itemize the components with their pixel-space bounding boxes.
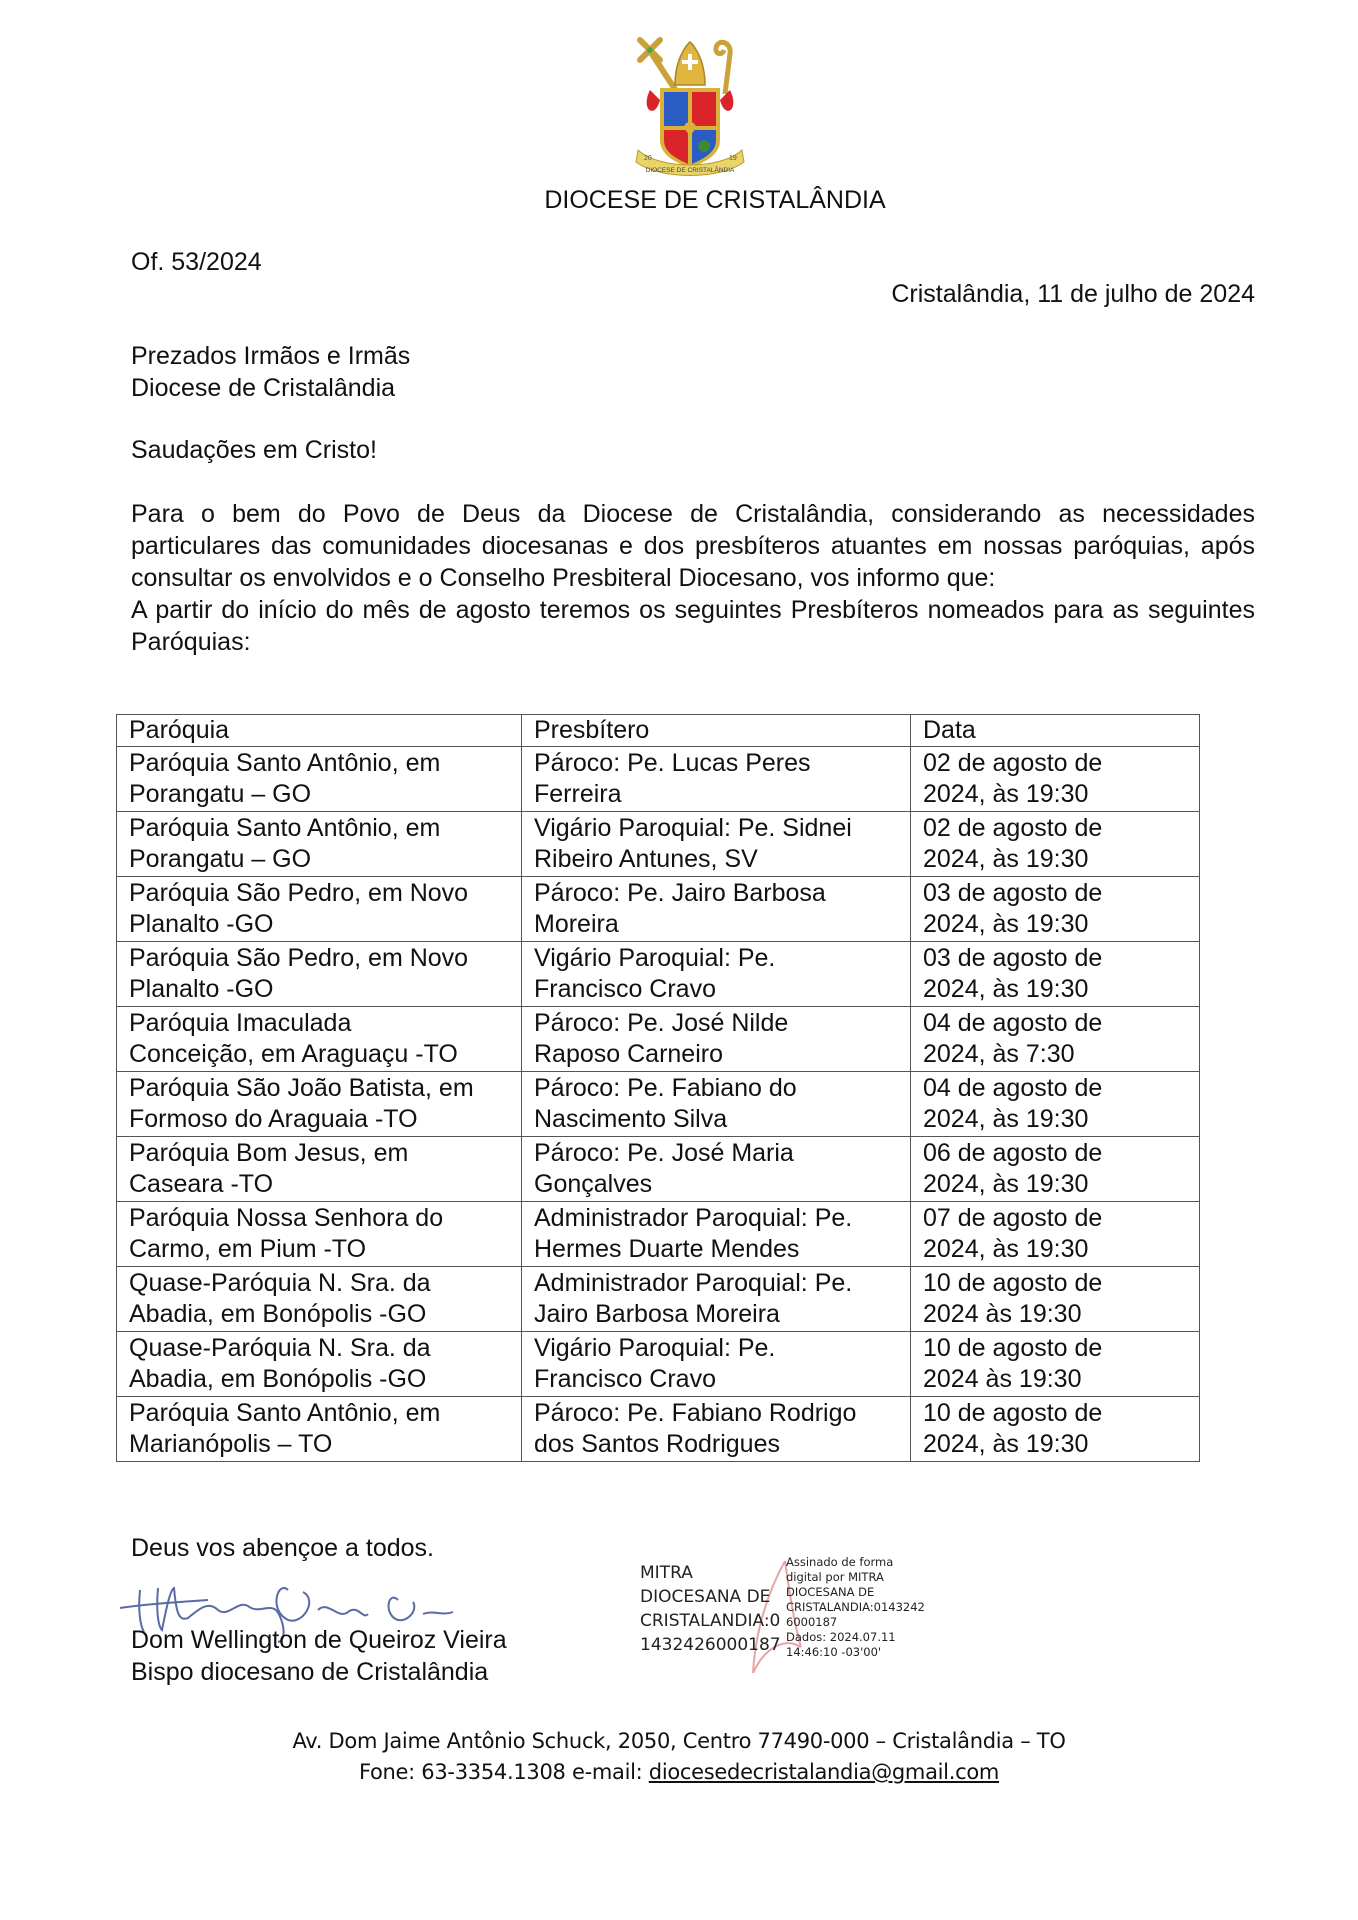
cell-paroquia [117,747,522,812]
letterhead-footer [0,1726,1358,1788]
digital-signature-holder [640,1561,781,1657]
column-header-presbitero: Presbítero [522,715,911,747]
diocese-coat-of-arms-icon [630,30,750,180]
cell-line: 2024, às 19:30 [923,1430,1089,1458]
cell-line: Porangatu – GO [129,845,312,873]
cell-line: Francisco Cravo [534,975,716,1003]
cell-line: Paróquia Bom Jesus, em [129,1139,409,1167]
place-date: Cristalândia, 11 de julho de 2024 [891,280,1255,308]
cell-line: Gonçalves [534,1170,653,1198]
recipient-line: Prezados Irmãos e Irmãs [131,342,411,370]
cell-line: Pároco: Pe. José Nilde [534,1009,789,1037]
cell-line: 02 de agosto de [923,749,1103,777]
cell-line: Pároco: Pe. Fabiano Rodrigo [534,1399,857,1427]
cell-line: Vigário Paroquial: Pe. Sidnei [534,814,852,842]
cell-data [911,1397,1200,1462]
table-row [117,1202,1200,1267]
cell-line: 03 de agosto de [923,944,1103,972]
cell-paroquia [117,942,522,1007]
cell-presbitero [522,1332,911,1397]
cell-paroquia [117,877,522,942]
table-row [117,1397,1200,1462]
cell-line: Vigário Paroquial: Pe. [534,1334,776,1362]
cell-data [911,812,1200,877]
cell-line: Paróquia Santo Antônio, em [129,749,441,777]
detail-line: Assinado de forma [786,1555,894,1569]
signer-block [131,1624,507,1688]
table-row [117,877,1200,942]
salutation: Saudações em Cristo! [131,436,377,464]
holder-line: 1432426000187 [640,1635,781,1655]
footer-contact [0,1757,1358,1788]
cell-line: Porangatu – GO [129,780,312,808]
cell-line: Quase-Paróquia N. Sra. da [129,1269,431,1297]
cell-data [911,1267,1200,1332]
column-header-paroquia: Paróquia [117,715,522,747]
organization-title: DIOCESE DE CRISTALÂNDIA [544,186,886,214]
cell-line: Planalto -GO [129,910,274,938]
cell-data [911,877,1200,942]
signer-name: Dom Wellington de Queiroz Vieira [131,1626,507,1654]
body-paragraph: A partir do início do mês de agosto teremos os seguintes Presbíteros nomeados para as seguintes Paróquias: [131,596,1255,656]
cell-data [911,1332,1200,1397]
cell-line: 03 de agosto de [923,879,1103,907]
cell-data [911,1137,1200,1202]
table-row [117,747,1200,812]
cell-presbitero [522,1267,911,1332]
cell-line: 2024 às 19:30 [923,1365,1082,1393]
cell-paroquia [117,1072,522,1137]
cell-line: Pároco: Pe. Jairo Barbosa [534,879,826,907]
detail-line: Dados: 2024.07.11 [786,1630,896,1644]
cell-line: 2024, às 7:30 [923,1040,1075,1068]
cell-line: Paróquia São João Batista, em [129,1074,474,1102]
table-header-row [117,715,1200,747]
cell-line: Ferreira [534,780,622,808]
detail-line: 14:46:10 -03'00' [786,1645,882,1659]
cell-presbitero [522,877,911,942]
signer-title: Bispo diocesano de Cristalândia [131,1658,489,1686]
footer-address: Av. Dom Jaime Antônio Schuck, 2050, Centro 77490-000 – Cristalândia – TO [292,1729,1066,1753]
cell-paroquia [117,1137,522,1202]
cell-line: Marianópolis – TO [129,1430,333,1458]
cell-line: 10 de agosto de [923,1269,1103,1297]
cell-line: 06 de agosto de [923,1139,1103,1167]
svg-text:19: 19 [729,155,737,162]
cell-line: Quase-Paróquia N. Sra. da [129,1334,431,1362]
cell-paroquia [117,1332,522,1397]
cell-paroquia [117,1202,522,1267]
digital-signature-block [640,1555,960,1675]
cell-line: Paróquia São Pedro, em Novo [129,944,469,972]
digital-signature-details [786,1555,925,1660]
cell-presbitero [522,1397,911,1462]
cell-data [911,1072,1200,1137]
cell-paroquia [117,1397,522,1462]
cell-data [911,747,1200,812]
cell-line: 10 de agosto de [923,1334,1103,1362]
table-row [117,942,1200,1007]
cell-line: Caseara -TO [129,1170,274,1198]
cell-line: Raposo Carneiro [534,1040,723,1068]
cell-line: 07 de agosto de [923,1204,1103,1232]
cell-line: 2024, às 19:30 [923,780,1089,808]
recipient-line: Diocese de Cristalândia [131,374,396,402]
cell-line: 2024, às 19:30 [923,1105,1089,1133]
cell-line: Carmo, em Pium -TO [129,1235,367,1263]
cell-line: Administrador Paroquial: Pe. [534,1204,853,1232]
cell-line: Paróquia Santo Antônio, em [129,1399,441,1427]
table-row [117,1267,1200,1332]
cell-paroquia [117,812,522,877]
cell-line: Paróquia Imaculada [129,1009,352,1037]
cell-line: 2024, às 19:30 [923,845,1089,873]
cell-data [911,1202,1200,1267]
holder-line: DIOCESANA DE [640,1587,771,1607]
cell-line: 2024, às 19:30 [923,975,1089,1003]
cell-line: Pároco: Pe. José Maria [534,1139,794,1167]
svg-text:DIOCESE DE CRISTALÂNDIA: DIOCESE DE CRISTALÂNDIA [645,167,735,174]
cell-line: Formoso do Araguaia -TO [129,1105,418,1133]
cell-line: Conceição, em Araguaçu -TO [129,1040,458,1068]
cell-line: Planalto -GO [129,975,274,1003]
cell-paroquia [117,1267,522,1332]
cell-line: Ribeiro Antunes, SV [534,845,758,873]
cell-line: dos Santos Rodrigues [534,1430,780,1458]
cell-line: 2024, às 19:30 [923,1235,1089,1263]
table-row [117,1007,1200,1072]
cell-line: Administrador Paroquial: Pe. [534,1269,853,1297]
cell-presbitero [522,1137,911,1202]
cell-line: Vigário Paroquial: Pe. [534,944,776,972]
cell-line: Paróquia São Pedro, em Novo [129,879,469,907]
cell-presbitero [522,812,911,877]
cell-presbitero [522,1072,911,1137]
appointments-table [116,714,1200,1462]
cell-line: 2024, às 19:30 [923,1170,1089,1198]
cell-line: Pároco: Pe. Fabiano do [534,1074,797,1102]
cell-presbitero [522,942,911,1007]
cell-line: 04 de agosto de [923,1009,1103,1037]
email-link[interactable]: diocesedecristalandia@gmail.com [648,1760,1000,1784]
recipient-block [131,340,410,404]
detail-line: 6000187 [786,1615,838,1629]
column-header-data: Data [911,715,1200,747]
detail-line: CRISTALANDIA:0143242 [786,1600,925,1614]
table-row [117,1137,1200,1202]
cell-line: Nascimento Silva [534,1105,728,1133]
table-row [117,1072,1200,1137]
closing-blessing: Deus vos abençoe a todos. [131,1534,434,1562]
cell-presbitero [522,1202,911,1267]
table-row [117,812,1200,877]
letter-body [131,498,1255,658]
cell-presbitero [522,747,911,812]
svg-text:20: 20 [644,155,652,162]
cell-line: 02 de agosto de [923,814,1103,842]
cell-line: Moreira [534,910,619,938]
holder-line: MITRA [640,1563,693,1583]
cell-line: Paróquia Santo Antônio, em [129,814,441,842]
cell-line: 2024, às 19:30 [923,910,1089,938]
cell-presbitero [522,1007,911,1072]
cell-line: Paróquia Nossa Senhora do [129,1204,444,1232]
cell-line: Abadia, em Bonópolis -GO [129,1365,427,1393]
cell-data [911,942,1200,1007]
holder-line: CRISTALANDIA:0 [640,1611,781,1631]
cell-paroquia [117,1007,522,1072]
cell-line: Abadia, em Bonópolis -GO [129,1300,427,1328]
detail-line: digital por MITRA [786,1570,884,1584]
cell-line: 04 de agosto de [923,1074,1103,1102]
footer-phone: Fone: 63-3354.1308 e-mail: [358,1760,649,1784]
cell-line: 2024 às 19:30 [923,1300,1082,1328]
document-reference: Of. 53/2024 [131,248,262,276]
cell-line: Pároco: Pe. Lucas Peres [534,749,811,777]
cell-data [911,1007,1200,1072]
body-paragraph: Para o bem do Povo de Deus da Diocese de Cristalândia, considerando as necessidades particulares das comunidades diocesanas e dos presbíteros atuantes em nossas paróquias, após consultar os envolvidos e o Conselho Presbiteral Diocesano, vos informo que: [131,500,1255,592]
cell-line: Jairo Barbosa Moreira [534,1300,780,1328]
cell-line: Hermes Duarte Mendes [534,1235,800,1263]
cell-line: Francisco Cravo [534,1365,716,1393]
detail-line: DIOCESANA DE [786,1585,875,1599]
table-row [117,1332,1200,1397]
cell-line: 10 de agosto de [923,1399,1103,1427]
